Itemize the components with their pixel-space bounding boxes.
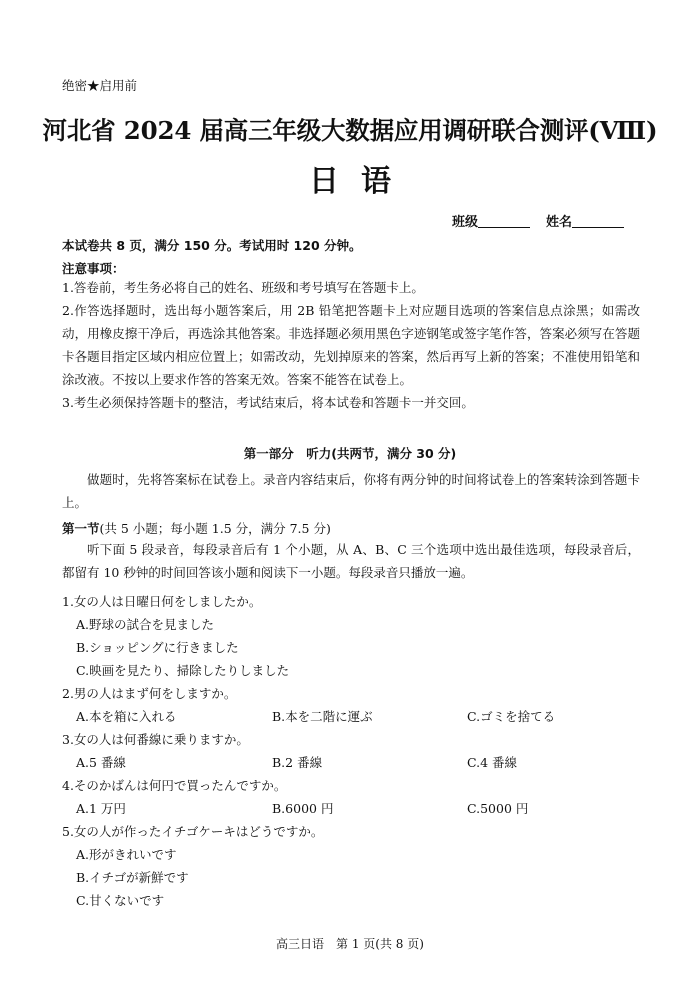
question-5-option-c: C.甘くないです <box>76 893 165 908</box>
student-info <box>452 211 624 230</box>
section1-instruction: 听下面 5 段录音，每段录音后有 1 个小题，从 A、B、C 三个选项中选出最佳选项，每段录音后，都留有 10 秒钟的时间回答该小题和阅读下一小题。每段录音只播放一遍。 <box>62 542 640 580</box>
part1-instruction: 做题时，先将答案标在试卷上。录音内容结束后，你将有两分钟的时间将试卷上的答案转涂到答题卡上。 <box>62 472 640 510</box>
section1-heading <box>62 519 331 537</box>
question-4-option-a: A.1 万円 <box>76 801 126 816</box>
note-1: 1.答卷前，考生务必将自己的姓名、班级和考号填写在答题卡上。 <box>62 280 424 295</box>
question-2-option-b: B.本を二階に運ぶ <box>272 709 373 724</box>
question-3-option-c: C.4 番線 <box>467 755 518 770</box>
question-5-stem: 5.女の人が作ったイチゴケーキはどうですか。 <box>62 824 324 839</box>
name-label: 姓名 <box>545 215 572 230</box>
notes-title: 注意事项： <box>62 261 125 276</box>
question-3-stem: 3.女の人は何番線に乗りますか。 <box>62 732 249 747</box>
question-5-option-b: B.イチゴが新鮮です <box>76 870 189 885</box>
exam-title: 河北省 2024 届高三年级大数据应用调研联合测评(Ⅷ) <box>42 116 658 145</box>
question-3-option-b: B.2 番線 <box>272 755 323 770</box>
question-1-stem: 1.女の人は日曜日何をしましたか。 <box>62 594 262 609</box>
question-1-option-b: B.ショッピングに行きました <box>76 640 239 655</box>
question-4-option-c: C.5000 円 <box>467 801 529 816</box>
exam-summary: 本试卷共 8 页，满分 150 分。考试用时 120 分钟。 <box>62 238 362 253</box>
question-5-option-a: A.形がきれいです <box>76 847 177 862</box>
question-2-option-c: C.ゴミを捨てる <box>467 709 556 724</box>
section1-title: 第一节 <box>62 521 100 536</box>
class-blank <box>478 215 530 228</box>
subject-title: 日语 <box>309 164 413 199</box>
note-3: 3.考生必须保持答题卡的整洁，考试结束后，将本试卷和答题卡一并交回。 <box>62 395 474 410</box>
class-label: 班级 <box>451 215 478 230</box>
question-4-option-b: B.6000 円 <box>272 801 334 816</box>
note-2: 2.作答选择题时，选出每小题答案后，用 2B 铅笔把答题卡上对应题目选项的答案信息点涂黑；如需改动，用橡皮擦干净后，再选涂其他答案。非选择题必须用黑色字迹钢笔或签字笔作答，答案必须写在答题卡各题目指定区域内相应位置上；如需改动，先划掉原来的答案，然后再写上新的答案；不准使用铅笔和涂改液。不按以上要求作答的答案无效。答案不能答在试卷上。 <box>62 303 640 387</box>
page-footer: 高三日语 第 1 页(共 8 页) <box>276 937 424 951</box>
section1-detail: (共 5 小题；每小题 1.5 分，满分 7.5 分) <box>99 521 331 536</box>
question-2-stem: 2.男の人はまず何をしますか。 <box>62 686 237 701</box>
question-1-option-c: C.映画を見たり、掃除したりしました <box>76 663 290 678</box>
question-1-option-a: A.野球の試合を見ました <box>76 617 215 632</box>
question-2-option-a: A.本を箱に入れる <box>76 709 177 724</box>
question-3-option-a: A.5 番線 <box>76 755 126 770</box>
confidential-label: 绝密★启用前 <box>62 78 138 93</box>
part1-title: 第一部分 听力(共两节，满分 30 分) <box>243 446 457 461</box>
question-4-stem: 4.そのかばんは何円で買ったんですか。 <box>62 778 287 793</box>
name-blank <box>572 215 624 228</box>
